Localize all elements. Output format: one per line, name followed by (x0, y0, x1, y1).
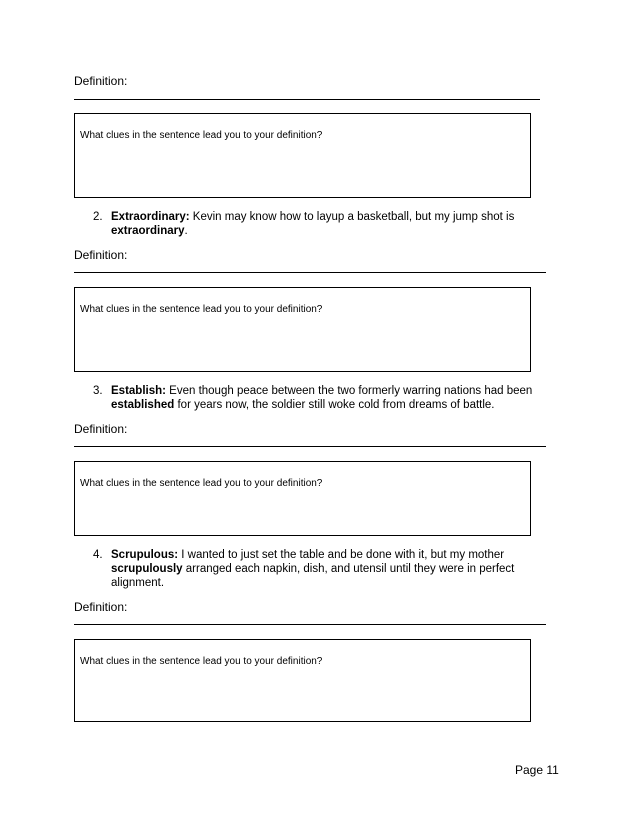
clues-prompt: What clues in the sentence lead you to your definition? (80, 478, 323, 489)
item-number: 3. (93, 385, 103, 397)
clues-answer-box[interactable] (74, 287, 531, 372)
clues-prompt: What clues in the sentence lead you to your definition? (80, 130, 323, 141)
definition-label: Definition: (74, 74, 128, 88)
clues-prompt: What clues in the sentence lead you to your definition? (80, 304, 323, 315)
item-bold-word: established (111, 399, 175, 411)
sentence-text: arranged each napkin, dish, and utensil until they were in perfect alignment. (111, 563, 515, 589)
item-number: 2. (93, 211, 103, 223)
item-sentence (111, 210, 533, 238)
item-term: Scrupulous: (111, 549, 179, 561)
vocab-item-3 (93, 384, 533, 414)
item-number: 4. (93, 549, 103, 561)
vocab-item-4 (93, 548, 523, 592)
definition-answer-line[interactable] (74, 624, 546, 625)
clues-answer-box[interactable] (74, 461, 531, 536)
clues-answer-box[interactable] (74, 113, 531, 198)
sentence-text: for years now, the soldier still woke cold from dreams of battle. (174, 399, 495, 411)
item-term: Extraordinary: (111, 211, 190, 223)
item-sentence (111, 384, 533, 412)
clues-answer-box[interactable] (74, 639, 531, 722)
sentence-text: I wanted to just set the table and be done with it, but my mother (178, 549, 505, 561)
clues-prompt: What clues in the sentence lead you to your definition? (80, 656, 323, 667)
item-bold-word: extraordinary (111, 225, 185, 237)
vocab-item-2 (93, 210, 533, 240)
definition-label: Definition: (74, 422, 128, 436)
definition-answer-line[interactable] (74, 99, 540, 100)
definition-label: Definition: (74, 248, 128, 262)
sentence-text: Kevin may know how to layup a basketball, but my jump shot is (189, 211, 515, 223)
sentence-text: . (184, 225, 188, 237)
item-term: Establish: (111, 385, 166, 397)
definition-answer-line[interactable] (74, 272, 546, 273)
definition-answer-line[interactable] (74, 446, 546, 447)
page-number: Page 11 (515, 763, 559, 777)
item-sentence (111, 548, 523, 590)
sentence-text: Even though peace between the two formerly warring nations had been (165, 385, 533, 397)
item-bold-word: scrupulously (111, 563, 183, 575)
definition-label: Definition: (74, 600, 128, 614)
